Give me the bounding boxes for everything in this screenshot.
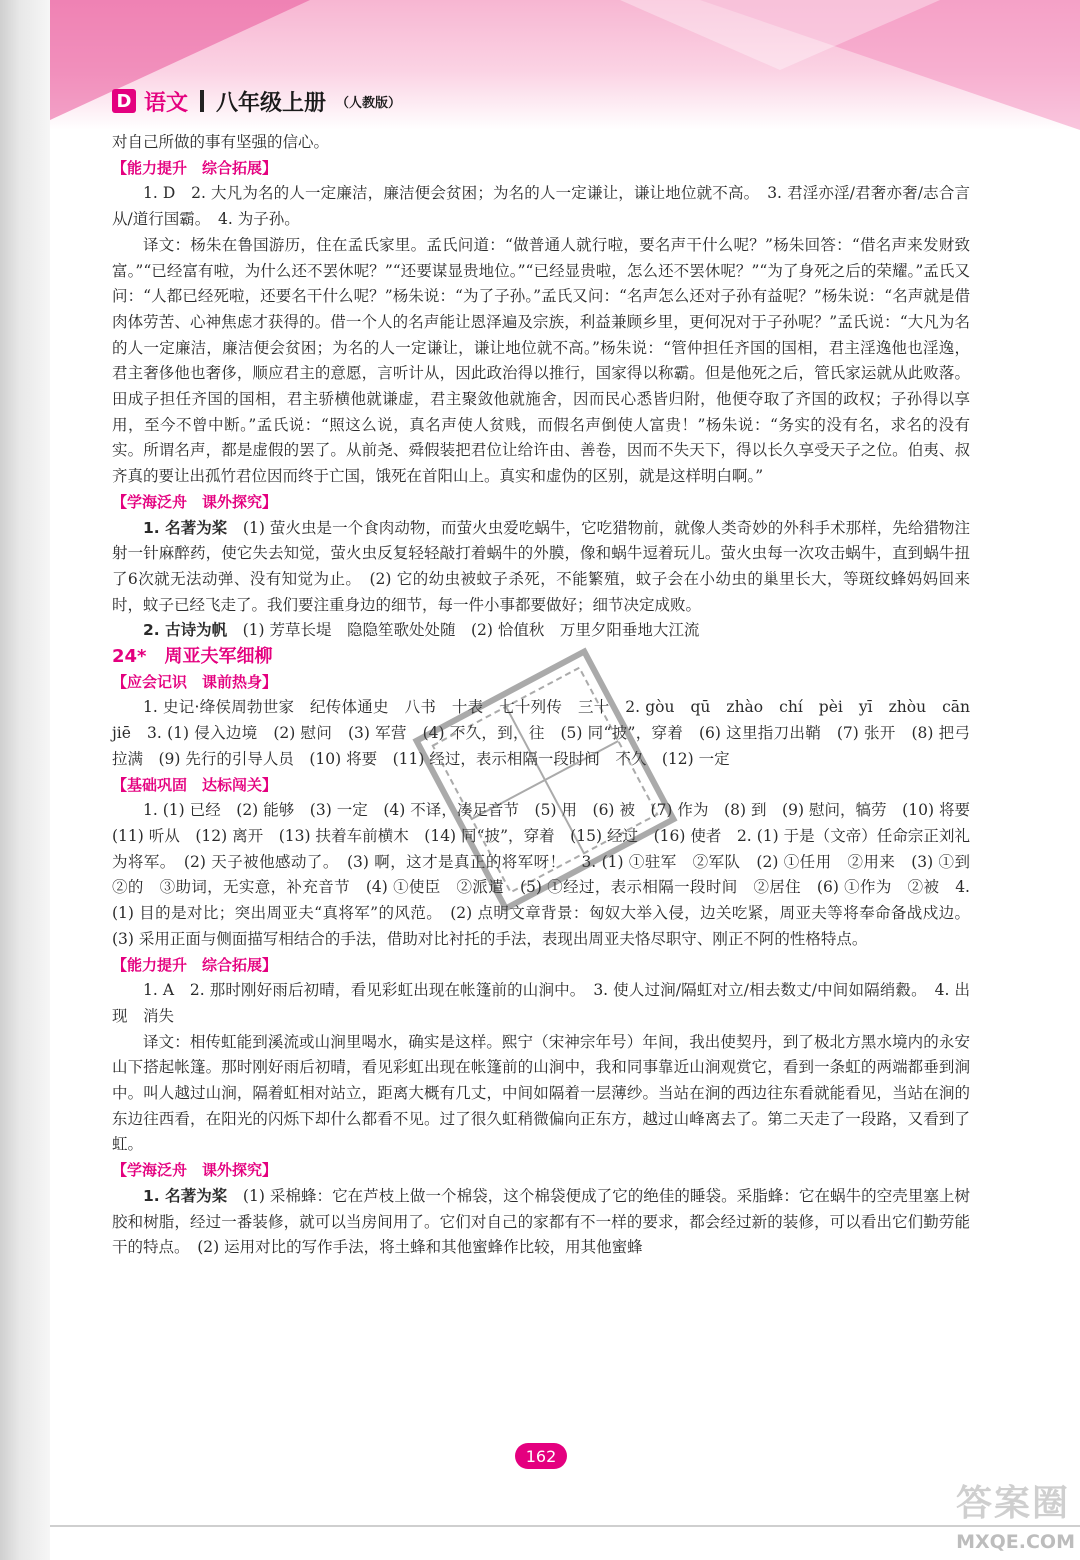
item-text: (1) 萤火虫是一个食肉动物，而萤火虫爱吃蜗牛，它吃猎物前，就像人类奇妙的外科手术那样，先给猎物注射一针麻醉药，使它失去知觉，萤火虫反复轻轻敲打着蜗牛的外膜，像和蜗牛逗着玩儿。萤火虫每一次攻击蜗牛，直到蜗牛扭了6次就无法动弹、没有知觉为止。 (2) 它的幼虫被蚊子杀死，不能繁殖，蚊子会在小幼虫的巢里长大，等斑纹蜂妈妈回来时，蚊子已经飞走了。我们要注重身边的细节，每一件小事都要做好；细节决定成败。	[112, 518, 970, 614]
edition-label: （人教版）	[336, 95, 402, 111]
page-gutter-shadow	[0, 0, 50, 1560]
answer-paragraph: 1. A 2. 那时刚好雨后初晴，看见彩虹出现在帐篷前的山涧中。 3. 使人过涧/隔虹对立/相去数丈/中间如隔绡縠。 4. 出现 消失	[112, 981, 970, 1025]
section-heading-ability: 【能力提升 综合拓展】	[112, 158, 278, 177]
subject-title: 语文	[144, 90, 189, 116]
item-text: (1) 芳草长堤 隐隐笙歌处处随 (2) 恰值秋 万里夕阳垂地大江流	[227, 621, 700, 640]
footer-line	[50, 1525, 1080, 1527]
page-number: 162	[515, 1443, 567, 1469]
paragraph-continued: 对自己所做的事有坚强的信心。	[112, 133, 330, 151]
answer-paragraph	[112, 618, 970, 644]
translation-paragraph: 译文：杨朱在鲁国游历，住在孟氏家里。孟氏问道：“做普通人就行啦，要名声干什么呢？”杨朱回答：“借名声来发财致富。”“已经富有啦，为什么还不罢休呢？”“还要谋显贵地位。”“已经显贵啦，怎么还不罢休呢？”“为了身死之后的荣耀。”孟氏又问：“人都已经死啦，还要名干什么呢？”杨朱说：“为了子孙。”孟氏又问：“名声怎么还对子孙有益呢？”杨朱说：“名声就是借肉体劳苦、心神焦虑才获得的。借一个人的名声能让恩泽遍及宗族，利益兼顾乡里，更何况对于子孙呢？”孟氏说：“大凡为名的人一定廉洁，廉洁便会贫困；为名的人一定谦让，谦让地位就不高。”杨朱说：“管仲担任齐国的国相，君主淫逸他也淫逸，君主奢侈他也奢侈，顺应君主的意愿，言听计从，因此政治得以推行，国家得以称霸。但是他死之后，管氏家运就从此败落。田成子担任齐国的国相，君主骄横他就谦虚，君主聚敛他就施舍，因而民心悉皆归附，他便夺取了齐国的政权；子孙得以享用，至今不曾中断。”孟氏说：“照这么说，真名声使人贫贱，而假名声倒使人富贵！”杨朱说：“务实的没有名，求名的没有实。所谓名声，都是虚假的罢了。从前尧、舜假装把君位让给许由、善卷，因而不失天下，得以长久享受天子之位。伯夷、叔齐真的要让出孤竹君位因而终于亡国，饿死在首阳山上。真实和虚伪的区别，就是这样明白啊。”	[112, 235, 970, 486]
translation-paragraph: 译文：相传虹能到溪流或山涧里喝水，确实是这样。熙宁（宋神宗年号）年间，我出使契丹，到了极北方黑水境内的永安山下搭起帐篷。那时刚好雨后初晴，看见彩虹出现在帐篷前的山涧中，我和同事靠近山涧观赏它，看到一条虹的两端都垂到涧中。叫人越过山涧，隔着虹相对站立，距离大概有几丈，中间如隔着一层薄纱。当站在涧的西边往东看就能看见，当站在涧的东边往西看，在阳光的闪烁下却什么都看不见。过了很久虹稍微偏向正东方，越过山峰离去了。第二天走了一段路，又看到了虹。	[112, 1032, 970, 1154]
answer-paragraph	[112, 1184, 970, 1261]
answer-content	[112, 130, 986, 1440]
answer-paragraph: 1. 史记·绛侯周勃世家 纪传体通史 八书 十表 七十列传 三十 2. gòu qū zhào chí pèi yī zhòu cān jiē 3. (1) 侵入边境 (2) 慰问 (3) 军营 (4) 不久，到，往 (5) 同“披”，穿着 (6) 这里指刀出鞘 (7) 张开 (8) 把弓拉满 (9) 先行的引导人员 (10) 将要 (11) 经过，表示相隔一段时间 不久 (12) 一定	[112, 698, 986, 768]
section-heading-ability: 【能力提升 综合拓展】	[112, 955, 278, 974]
banner-shape-mid	[620, 0, 940, 70]
answer-paragraph: 1. (1) 已经 (2) 能够 (3) 一定 (4) 不译，凑足音节 (5) 用 (6) 被 (7) 作为 (8) 到 (9) 慰问，犒劳 (10) 将要 (11) 听从 (12) 离开 (13) 扶着车前横木 (14) 同“披”，穿着 (15) 经过 (16) 使者 2. (1) 于是（文帝）任命宗正刘礼为将军。 (2) 天子被他感动了。 (3) 啊，这才是真正的将军呀！ 3. (1) ①驻军 ②军队 (2) ①任用 ②用来 (3) ①到 ②的 ③助词，无实意，补充音节 (4) ①使臣 ②派遣 (5) ①经过，表示相隔一段时间 ②居住 (6) ①作为 ②被 4. (1) 目的是对比；突出周亚夫“真将军”的风范。 (2) 点明文章背景：匈奴大举入侵，边关吃紧，周亚夫等将奉命备战戍边。(3) 采用正面与侧面描写相结合的手法，借助对比衬托的手法，表现出周亚夫恪尽职守、刚正不阿的性格特点。	[112, 801, 986, 948]
section-badge: D	[112, 89, 136, 113]
section-heading-explore: 【学海泛舟 课外探究】	[112, 492, 278, 511]
grade-title: 八年级上册	[216, 90, 327, 116]
watermark-url: MXQE.COM	[956, 1531, 1075, 1553]
running-header	[112, 86, 401, 116]
item-label: 1. 名著为桨	[143, 518, 228, 537]
header-divider	[200, 90, 204, 112]
section-heading-warmup: 【应会记识 课前热身】	[112, 672, 278, 691]
section-heading-basics: 【基础巩固 达标闯关】	[112, 775, 278, 794]
answer-paragraph	[112, 516, 970, 619]
item-label: 2. 古诗为帆	[143, 621, 228, 640]
section-heading-explore: 【学海泛舟 课外探究】	[112, 1161, 278, 1180]
item-text: (1) 采棉蜂：它在芦枝上做一个棉袋，这个棉袋便成了它的绝佳的睡袋。采脂蜂：它在蜗牛的空壳里塞上树胶和树脂，经过一番装修，就可以当房间用了。它们对自己的家都有不一样的要求，都会经过新的装修，可以看出它们勤劳能干的特点。 (2) 运用对比的写作手法，将土蜂和其他蜜蜂作比较，用其他蜜蜂	[112, 1186, 970, 1257]
lesson-title: 24* 周亚夫军细柳	[112, 646, 273, 668]
answer-paragraph: 1. D 2. 大凡为名的人一定廉洁，廉洁便会贫困；为名的人一定谦让，谦让地位就不高。 3. 君淫亦淫/君奢亦奢/志合言从/道行国霸。 4. 为子孙。	[112, 184, 970, 229]
item-label: 1. 名著为桨	[143, 1186, 228, 1205]
watermark-logo: 答案圈	[955, 1482, 1070, 1524]
